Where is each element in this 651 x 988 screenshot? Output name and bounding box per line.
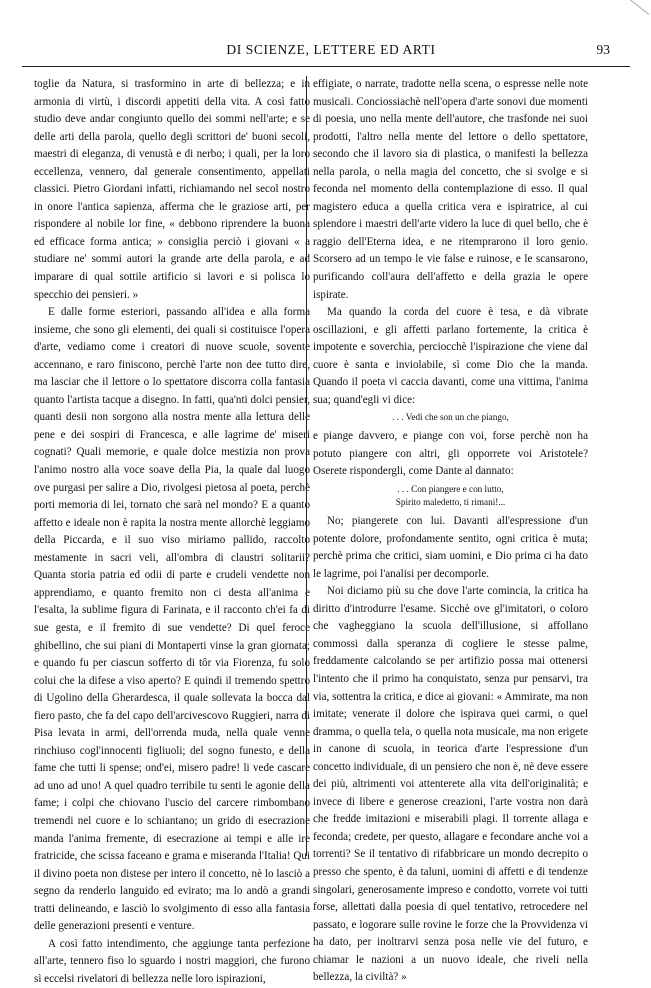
paragraph: No; piangerete con lui. Davanti all'espressione d'un potente dolore, profondamente sentito, ogni critica è muta; perchè prima che critici, siam uomini, e Dio prima ci ha dato le lagrime, poi l'analisi per decomporle. [313,515,588,580]
paragraph: effigiate, o narrate, tradotte nella scena, o espresse nelle note musicali. Conciossiachè nell'opera d'arte sonovi due momenti di poesia, uno nella mente dell'autore, che trasfonde nei suoi prodotti, l'altro nella mente del lettore o dello spettatore, secondo che il lavoro sia di plastica, o manifesti la bellezza nella parola, o nella magia del concetto, che si svolge e si feconda nel momento della contemplazione di esso. Il qual magistero educa a quella critica vera e ispiratrice, al cui splendore i maestri dell'arte videro la luce di quel bello, che è raggio dell'Eterna idea, e ne ritemprarono il loro genio. Scorsero ad un tempo le vie false e ruinose, e le scansarono, purificando coll'aura dell'affetto e della grazia le opere ispirate. [313,78,588,301]
paragraph: Noi diciamo più su che dove l'arte comincia, la critica ha diritto d'introdurre l'esame. Sicchè ove gl'imitatori, o coloro che vagheggiano la scuola dell'illusione, si affollano commossi dalla speranza di cogliere le stesse palme, freddamente calcolando se per artifizio possa mai ottenersi l'intento che il primo ha conquistato, senza pur pensarvi, tra via, sottentra la critica, e dice ai giovani: « Ammirate, ma non imitate; venerate il dolore che ispirava quei carmi, o quel dramma, o quella tela, o quella nota musicale, ma non erigete in canone di scuola, in teorica d'arte l'espressione d'un concetto individuale, di un pensiero che non è, nè deve essere dei più, altrimenti voi attenterete alla vita dell'originalità; e invece di libere e generose creazioni, l'arte vostra non darà che fredde imitazioni e miserabili plagi. Il torrente allaga e feconda; credete, per questo, allagare e fecondare anche voi a torrenti? Se il tentativo di rifabbricare un mondo decrepito o presso che spento, è da taluni, uomini di affetti e di tendenze singolari, generosamente impreso e condotto, vorrete voi tutti forse, allettati dalla poesia di quel tentativo, retrocedere nel passato, e logorare sulle rovine le forze che la Provvidenza vi ha dato, per inoltrarvi senza posa nelle vie del futuro, e chiamar le nazioni a un nuovo ideale, che riveli nella bellezza, la civiltà? » [313,585,588,984]
verse-quote: . . . Vedi che son un che piango, [392,412,509,423]
page-corner-mark [611,0,651,40]
verse-line: Spirito maledetto, ti rimani!... [395,497,506,508]
left-column [34,76,310,988]
right-column [313,76,588,987]
paragraph: e piange davvero, e piange con voi, forse perchè non ha potuto piangere con altri, gli opporrete voi Aristotele? Oserete rispondergli, come Dante al dannato: [313,430,588,478]
verse-line: . . . Con piangere e con lutto, [397,484,504,495]
header-rule [22,66,630,67]
paragraph: E dalle forme esteriori, passando all'idea e alla forma insieme, che sono gli elementi, dei quali si costituisce l'opera d'arte, vediamo come i creatori di nuove scuole, sovente accennano, e raro finiscono, perchè l'arte non dee tutto dire, ma lasciar che il lettore o lo spettatore discorra colla fantasia quanto l'artista tacque a disegno. In fatti, qua'nti dolci pensier, quanti desii non sorgono alla nostra mente alla lettura delle pene e dei sospiri di Francesca, e alle lagrime de' miseri cognati? Quali memorie, e quale dolce mestizia non prova l'animo nostro alla voce soave della Pia, la quale dal luogo ove purgasi per salire a Dio, rivolgesi pietosa al poeta, perchè porti memoria di lei, tornato che sarà nel mondo? E a quanto affetto e ideale non è rapita la nostra mente allorchè leggiamo della Piccarda, e il suo viso miriamo pallido, raccolto mestamente in sacri veli, all'ombra di claustri solitarii? Quanta storia patria ed odii di parte e crudeli vendette non apprendiamo, e quanto fremito non ci desta all'anima e l'esalta, la sublime figura di Farinata, e il racconto ch'ei fa di sue gesta, e il fremito di sue vendette? Di quel feroce ghibellino, che sui piani di Montaperti vinse la gran giornata; e quando fu per ciascun sofferto di tôr via Fiorenza, fu solo colui che la difese a viso aperto? E quindi il tremendo spettro di Ugolino della Gherardesca, il quale sollevata la bocca dal fiero pasto, che fa del capo dell'arcivescovo Ruggieri, narra di Pisa levata in armi, dell'orrenda muda, nella quale venne rinchiuso cogl'innocenti figliuoli; del sogno funesto, e della fame che tutti li spense; ond'ei, misero padre! li vede cascare ad uno ad uno! A quel quadro terribile tu senti le agonie della fame; i colpi che chiovano l'uscio del carcere rimbombano tremendi nel cuore e lo schiantano; un grido di esecrazione manda l'anima fremente, di esecrazione ai tempi e alle ire fratricide, che scissa faceano e grama e miseranda l'Italia! Qui il divino poeta non distese per intero il concetto, nè lo lasciò a segno da renderlo languido ed evirato; ma lo andò a grandi tratti delineando, e lasciò lo svolgimento di esso alla fantasia delle generazioni presenti e venture. [34,306,310,933]
header-title: DI SCIENZE, LETTERE ED ARTI [226,42,436,57]
paragraph: Ma quando la corda del cuore è tesa, e dà vibrate oscillazioni, e gli affetti parlano fortemente, la critica è impotente e soverchia, perciocchè l'ispirazione che viene dal cuore è santa e inviolabile, sì come Dio che la manda. Quando il poeta vi caccia davanti, come una vittima, l'anima sua; quand'egli vi dice: [313,306,588,406]
column-divider [306,76,307,856]
running-header [22,40,640,62]
page-number: 93 [596,42,610,57]
paragraph: A così fatto intendimento, che aggiunge tanta perfezione all'arte, tennero fiso lo sguardo i nostri maggiori, che furono sì eccelsi rivelatori di bellezza nelle loro ispirazioni, [34,937,310,985]
paragraph: toglie da Natura, si trasformino in arte di bellezza; e in armonia di virtù, i discordi appetiti della vita. A così fatto studio deve andar congiunto quello dei sommi nell'arte; e se delle arti della parola, quello degli scrittori de' buoni secoli, maestri di eleganza, di venustà e di nerbo; i quali, per la loro eccellenza, vennero, dal generale consentimento, appellati classici. Pietro Giordani infatti, richiamando nel secol nostro in onore l'antica sapienza, afferma che le graziose arti, per rispondere al nobile lor fine, « debbono riprendere la buona ed efficace forma antica; » consiglia perciò i giovani « a studiare ne' sommi autori la grande arte della parola, e ad imparare di qual sottile artificio si lavori e si polisca lo specchio dei pensieri. » [34,78,310,301]
verse-quote [313,483,588,509]
